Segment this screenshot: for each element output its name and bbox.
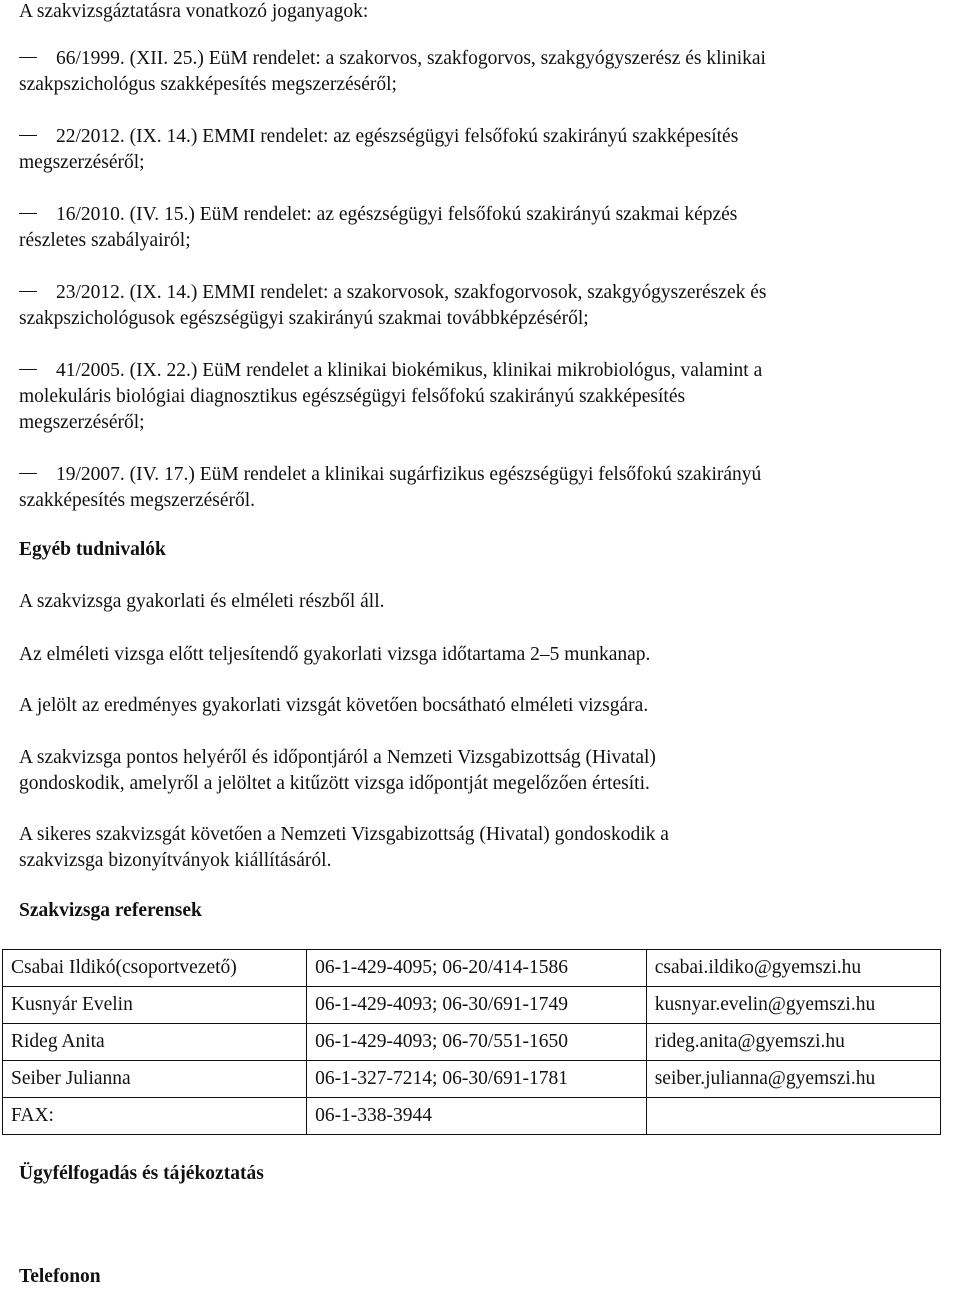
- law-line: szakpszichológusok egészségügyi szakirányú szakmai továbbképzéséről;: [19, 308, 589, 329]
- paragraph-line: A szakvizsga pontos helyéről és időpontjáról a Nemzeti Vizsgabizottság (Hivatal): [19, 747, 656, 768]
- table-row: [3, 1024, 941, 1061]
- law-line: szakpszichológus szakképesítés megszerzéséről;: [19, 74, 397, 95]
- referent-phone: 06-1-429-4093; 06-70/551-1650: [307, 1024, 647, 1061]
- law-item: [19, 358, 944, 436]
- law-list: [19, 46, 944, 538]
- other-info-heading: Egyéb tudnivalók: [19, 539, 166, 560]
- fax-label: FAX:: [3, 1098, 307, 1135]
- law-line: 22/2012. (IX. 14.) EMMI rendelet: az egészségügyi felsőfokú szakirányú szakképesítés: [56, 126, 739, 147]
- dash-bullet-icon: [19, 213, 37, 214]
- paragraph-line: szakvizsga bizonyítványok kiállításáról.: [19, 850, 332, 871]
- phone-heading: Telefonon: [19, 1266, 101, 1287]
- law-line: 19/2007. (IV. 17.) EüM rendelet a klinikai sugárfizikus egészségügyi felsőfokú szakirányú: [56, 464, 762, 485]
- referent-phone: 06-1-429-4095; 06-20/414-1586: [307, 950, 647, 987]
- law-line: 16/2010. (IV. 15.) EüM rendelet: az egészségügyi felsőfokú szakirányú szakmai képzés: [56, 204, 738, 225]
- law-line: molekuláris biológiai diagnosztikus egészségügyi felsőfokú szakirányú szakképesítés: [19, 386, 686, 407]
- referents-heading: Szakvizsga referensek: [19, 900, 202, 921]
- dash-bullet-icon: [19, 135, 37, 136]
- referent-email: csabai.ildiko@gyemszi.hu: [646, 950, 940, 987]
- referent-email: rideg.anita@gyemszi.hu: [646, 1024, 940, 1061]
- paragraph-line: Az elméleti vizsga előtt teljesítendő gyakorlati vizsga időtartama 2–5 munkanap.: [19, 644, 651, 665]
- referent-name: Kusnyár Evelin: [3, 987, 307, 1024]
- table-row: [3, 987, 941, 1024]
- other-info-paragraph: [19, 589, 944, 615]
- intro-text: A szakvizsgáztatásra vonatkozó joganyagok:: [19, 1, 369, 22]
- table-row: [3, 950, 941, 987]
- law-item: [19, 280, 944, 332]
- referents-table: [2, 949, 941, 1135]
- fax-number: 06-1-338-3944: [307, 1098, 647, 1135]
- other-info-paragraph: [19, 693, 944, 719]
- paragraph-line: gondoskodik, amelyről a jelöltet a kitűzött vizsga időpontját megelőzően értesíti.: [19, 773, 650, 794]
- law-line: 23/2012. (IX. 14.) EMMI rendelet: a szakorvosok, szakfogorvosok, szakgyógyszerészek és: [56, 282, 767, 303]
- dash-bullet-icon: [19, 473, 37, 474]
- referent-email: seiber.julianna@gyemszi.hu: [646, 1061, 940, 1098]
- referent-phone: 06-1-429-4093; 06-30/691-1749: [307, 987, 647, 1024]
- law-line: megszerzéséről;: [19, 412, 145, 433]
- referent-name: Csabai Ildikó(csoportvezető): [3, 950, 307, 987]
- other-info-paragraph: [19, 745, 944, 797]
- referent-name: Seiber Julianna: [3, 1061, 307, 1098]
- law-item: [19, 46, 944, 98]
- referent-name: Rideg Anita: [3, 1024, 307, 1061]
- law-item: [19, 462, 944, 514]
- paragraph-line: A sikeres szakvizsgát követően a Nemzeti Vizsgabizottság (Hivatal) gondoskodik a: [19, 824, 669, 845]
- dash-bullet-icon: [19, 291, 37, 292]
- table-row: [3, 1061, 941, 1098]
- other-info-paragraph: [19, 642, 944, 668]
- table-row: [3, 1098, 941, 1135]
- law-line: szakképesítés megszerzéséről.: [19, 490, 256, 511]
- other-info-paragraph: [19, 822, 944, 874]
- dash-bullet-icon: [19, 57, 37, 58]
- law-item: [19, 124, 944, 176]
- law-item: [19, 202, 944, 254]
- client-service-heading: Ügyfélfogadás és tájékoztatás: [19, 1163, 264, 1184]
- law-line: megszerzéséről;: [19, 152, 145, 173]
- paragraph-line: A jelölt az eredményes gyakorlati vizsgát követően bocsátható elméleti vizsgára.: [19, 695, 649, 716]
- law-line: részletes szabályairól;: [19, 230, 191, 251]
- law-line: 66/1999. (XII. 25.) EüM rendelet: a szakorvos, szakfogorvos, szakgyógyszerész és klinikai: [56, 48, 766, 69]
- referent-phone: 06-1-327-7214; 06-30/691-1781: [307, 1061, 647, 1098]
- empty-cell: [646, 1098, 940, 1135]
- paragraph-line: A szakvizsga gyakorlati és elméleti részből áll.: [19, 591, 385, 612]
- dash-bullet-icon: [19, 369, 37, 370]
- referent-email: kusnyar.evelin@gyemszi.hu: [646, 987, 940, 1024]
- law-line: 41/2005. (IX. 22.) EüM rendelet a klinikai biokémikus, klinikai mikrobiológus, valamint a: [56, 360, 763, 381]
